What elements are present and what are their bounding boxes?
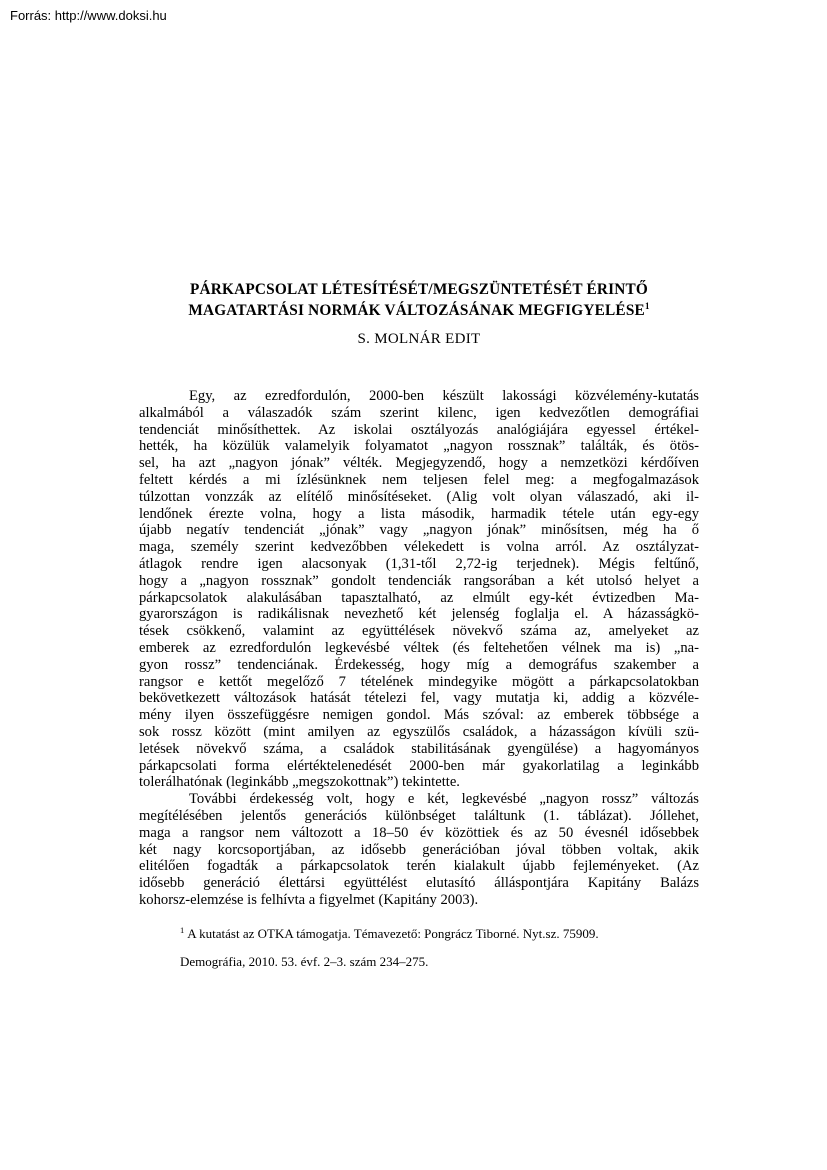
article-title-line2: MAGATARTÁSI NORMÁK VÁLTOZÁSÁNAK MEGFIGYELÉSE [188, 302, 645, 319]
text-line: gyarországon is radikálisnak nevezhető két jelenség foglalja el. A házasságkö- [139, 606, 699, 623]
text-line: hogy a „nagyon rossznak” gondolt tendenciák rangsorában a két utolsó helyet a [139, 572, 699, 589]
text-line: kohorsz-elemzése is felhívta a figyelmet (Kapitány 2003). [139, 891, 479, 908]
text-line: hették, ha közülük valamelyik folyamatot „nagyon rossznak” találták, és ötös- [139, 438, 699, 455]
paragraph [139, 388, 699, 791]
footnote [139, 926, 699, 942]
text-line: gyon rossz” tendenciának. Érdekesség, hogy míg a demográfus szakember a [139, 656, 699, 673]
text-line: letések növekvő száma, a családok stabilitásának gyengülése) a hagyományos [139, 740, 699, 757]
text-line: két nagy korcsoportjában, az idősebb generációban jóval többen voltak, akik [139, 841, 699, 858]
text-line: maga a rangsor nem változott a 18–50 év közöttiek és az 50 évesnél idősebbek [139, 824, 699, 841]
text-line: túlzottan vonzzák az elítélő minősítéseket. (Alig volt olyan válaszadó, aki il- [139, 488, 699, 505]
footnote-text: A kutatást az OTKA támogatja. Témavezető: Pongrácz Tiborné. Nyt.sz. 75909. [187, 926, 599, 941]
text-line: lendőnek érezte volna, hogy a lista második, harmadik tétele után egy-egy [139, 505, 699, 522]
article-title [139, 279, 699, 321]
text-line: tések csökkenő, valamint az együttélések növekvő száma az, amelyeket az [139, 623, 699, 640]
text-line: maga, személy szerint kedvezőbben vélekedett is volna arról. Az osztályzat- [139, 539, 699, 556]
text-line: alkalmából a válaszadók szám szerint kilenc, igen kedvezőtlen demográfiai [139, 404, 699, 421]
text-line: rangsor e kettőt megelőző 7 tételének mindegyike mögött a párkapcsolatokban [139, 673, 699, 690]
text-line: mény ilyen összefüggésre nemigen gondol. Más szóval: az emberek többsége a [139, 707, 699, 724]
journal-citation: Demográfia, 2010. 53. évf. 2–3. szám 234–275. [180, 954, 429, 969]
article-author: S. MOLNÁR EDIT [357, 331, 481, 347]
text-line: emberek az ezredfordulón legkevésbé véltek (és feltehetően vélnek ma is) „na- [139, 639, 699, 656]
text-line: tolerálhatónak (leginkább „megszokottnak”) tekintette. [139, 774, 460, 791]
text-line: elitélően fogadták a párkapcsolatok terén kialakult újabb fejleményeket. (Az [139, 858, 699, 875]
text-line: Egy, az ezredfordulón, 2000-ben készült lakossági közvélemény-kutatás [189, 388, 699, 404]
text-line: sok rossz között (mint amilyen az egyszülős családok, a házasságon kívüli szü- [139, 723, 699, 740]
text-line: További érdekesség volt, hogy e két, legkevésbé „nagyon rossz” változás [189, 791, 699, 808]
text-line: párkapcsolatok alakulásában tapasztalható, az elmúlt egy-két évtizedben Ma- [139, 589, 699, 606]
text-line: párkapcsolati forma elértéktelenedését 2000-ben már gyakorlatilag a leginkább [139, 757, 699, 774]
article-body [139, 388, 699, 909]
article-title-line1: PÁRKAPCSOLAT LÉTESÍTÉSÉT/MEGSZÜNTETÉSÉT ÉRINTŐ [189, 281, 649, 298]
text-line: átlagok rendre igen alacsonyak (1,31-től 2,72-ig terjednek). Mégis feltűnő, [139, 555, 699, 572]
paragraph [139, 791, 699, 909]
footnote-ref: 1 [180, 924, 185, 935]
text-line: tendenciát minősíthettek. Az iskolai osztályozás analógiájára egyessel értékel- [139, 421, 699, 438]
source-url-line: Forrás: http://www.doksi.hu [10, 8, 167, 23]
text-line: megítélésében jelentős generációs különbséget találtunk (1. táblázat). Jóllehet, [139, 807, 699, 824]
text-line: idősebb generáció élettársi együttélést elutasító álláspontjára Kapitány Balázs [139, 875, 699, 892]
text-line: bekövetkezett változások hatását tételezi fel, vagy mutatja ki, addig a közvéle- [139, 690, 699, 707]
title-footnote-ref: 1 [644, 300, 650, 311]
text-line: sel, ha azt „nagyon jónak” vélték. Megjegyzendő, hogy a nemzetközi kérdőíven [139, 455, 699, 472]
text-line: újabb negatív tendenciát „jónak” vagy „nagyon jónak” minősítsen, még ha ő [139, 522, 699, 539]
text-line: feltett kérdés a mi ízlésünknek nem teljesen felel meg: a megfogalmazások [139, 471, 699, 488]
